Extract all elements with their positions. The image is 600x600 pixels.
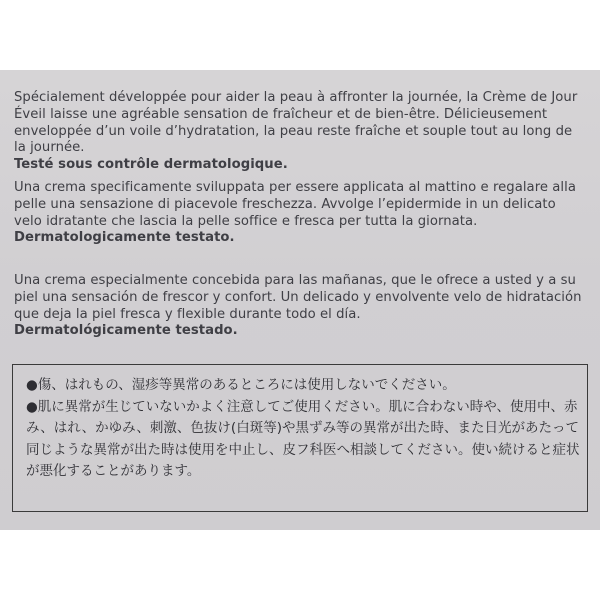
- warning-line-1: ●傷、はれもの、湿疹等異常のあるところには使用しないでください。: [26, 377, 456, 393]
- warning-line-2: ●肌に異常が生じていないかよく注意してご使用ください。肌に合わない時や、使用中、赤み、はれ、かゆみ、刺激、色抜け(白斑等)や黒ずみ等の異常が出た時、また日光があたって同じような異常が出た時は使用を中止し、皮フ科医へ相談してください。使い続けると症状が悪化することがあります。: [26, 398, 580, 479]
- french-description: [14, 90, 586, 174]
- french-test-note: Testé sous contrôle dermatologique.: [14, 157, 288, 173]
- spanish-description: [14, 273, 586, 340]
- japanese-warning: [26, 375, 586, 483]
- french-body: Spécialement développée pour aider la peau à affronter la journée, la Crème de Jour Éveil laisse une agréable sensation de fraîcheur et de bien-être. Délicieusement enveloppée d’un voile d’hydratation, la peau reste fraîche et souple tout au long de la journée.: [14, 90, 578, 156]
- spanish-body: Una crema especialmente concebida para las mañanas, que le ofrece a usted y a su piel una sensación de frescor y confort. Un delicado y envolvente velo de hidratación que deja la piel fresca y flexible durante todo el día.: [14, 273, 582, 322]
- spanish-test-note: Dermatológicamente testado.: [14, 323, 238, 339]
- italian-description: [14, 180, 586, 247]
- italian-test-note: Dermatologicamente testato.: [14, 230, 235, 246]
- italian-body: Una crema specificamente sviluppata per essere applicata al mattino e regalare alla pelle una sensazione di piacevole freschezza. Avvolge l’epidermide in un delicato velo idratante che lascia la pelle soffice e fresca per tutta la giornata.: [14, 180, 576, 229]
